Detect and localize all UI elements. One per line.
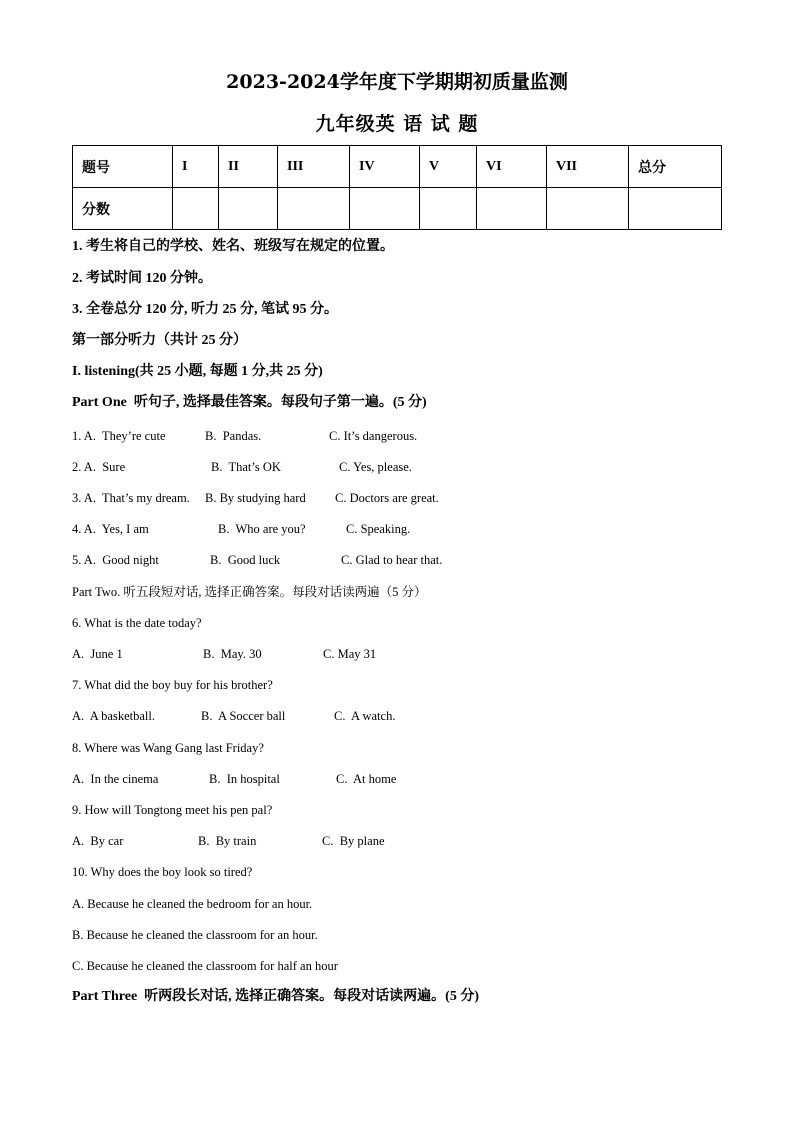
- option-c: C. May 31: [323, 647, 377, 661]
- section-heading: 第一部分听力（共计 25 分）: [72, 333, 247, 348]
- question-text: 9. How will Tongtong meet his pen pal?: [72, 803, 273, 817]
- score-table-cell: VI: [477, 146, 547, 188]
- option-c: C. A watch.: [334, 709, 396, 723]
- score-table-cell: 分数: [73, 188, 173, 230]
- score-blank-cell: [278, 188, 350, 230]
- score-blank-cell: [629, 188, 722, 230]
- score-blank-cell: [173, 188, 219, 230]
- score-table-cell: 题号: [73, 146, 173, 188]
- option-c: C. Because he cleaned the classroom for half an hour: [72, 959, 338, 973]
- score-blank-cell: [477, 188, 547, 230]
- option-b: B. May. 30: [203, 647, 262, 661]
- score-table-header-row: [73, 146, 722, 188]
- question-text: 10. Why does the boy look so tired?: [72, 865, 253, 879]
- score-table-cell: IV: [350, 146, 420, 188]
- option-b: B. Because he cleaned the classroom for an hour.: [72, 928, 318, 942]
- option-c: C. Yes, please.: [339, 460, 412, 474]
- option-b: B. Pandas.: [205, 429, 262, 443]
- option-c: C. It’s dangerous.: [329, 429, 418, 443]
- option-a: A. By car: [72, 834, 124, 848]
- note-line: 2. 考试时间 120 分钟。: [72, 271, 212, 286]
- option-b: B. A Soccer ball: [201, 709, 286, 723]
- part-two-heading: Part Two. 听五段短对话, 选择正确答案。每段对话读两遍（5 分）: [72, 585, 427, 599]
- exam-subtitle: 九年级英 语 试 题: [315, 113, 479, 135]
- option-a: A. In the cinema: [72, 772, 159, 786]
- note-line: 3. 全卷总分 120 分, 听力 25 分, 笔试 95 分。: [72, 302, 338, 317]
- option-b: B. In hospital: [209, 772, 280, 786]
- score-blank-cell: [219, 188, 278, 230]
- option-c: C. At home: [336, 772, 397, 786]
- question-text: 7. What did the boy buy for his brother?: [72, 678, 273, 692]
- part-three-heading: Part Three 听两段长对话, 选择正确答案。每段对话读两遍。(5 分): [72, 989, 480, 1004]
- option-a: 1. A. They’re cute: [72, 429, 166, 443]
- option-b: B. Who are you?: [218, 522, 306, 536]
- option-a: 4. A. Yes, I am: [72, 522, 149, 536]
- option-c: C. By plane: [322, 834, 385, 848]
- score-table-cell: VII: [547, 146, 629, 188]
- option-a: 5. A. Good night: [72, 553, 159, 567]
- question-text: 8. Where was Wang Gang last Friday?: [72, 741, 264, 755]
- exam-title: 2023-2024学年度下学期期初质量监测: [226, 71, 568, 93]
- option-b: B. Good luck: [210, 553, 281, 567]
- option-c: C. Doctors are great.: [335, 491, 439, 505]
- score-table-score-row: [73, 188, 722, 230]
- question-text: 6. What is the date today?: [72, 616, 202, 630]
- option-c: C. Speaking.: [346, 522, 411, 536]
- score-table-cell: V: [420, 146, 477, 188]
- option-a: A. A basketball.: [72, 709, 155, 723]
- score-table-cell: II: [219, 146, 278, 188]
- score-blank-cell: [350, 188, 420, 230]
- option-c: C. Glad to hear that.: [341, 553, 443, 567]
- score-blank-cell: [547, 188, 629, 230]
- score-table-cell: 总分: [629, 146, 722, 188]
- option-a: 3. A. That’s my dream.: [72, 491, 190, 505]
- option-b: B. That’s OK: [211, 460, 281, 474]
- option-b: B. By train: [198, 834, 257, 848]
- score-table-cell: I: [173, 146, 219, 188]
- option-a: 2. A. Sure: [72, 460, 126, 474]
- section-subheading: I. listening(共 25 小题, 每题 1 分,共 25 分): [72, 364, 323, 379]
- option-a: A. June 1: [72, 647, 123, 661]
- part-one-heading: Part One 听句子, 选择最佳答案。每段句子第一遍。(5 分): [72, 395, 427, 410]
- option-b: B. By studying hard: [205, 491, 306, 505]
- score-table-cell: III: [278, 146, 350, 188]
- option-a: A. Because he cleaned the bedroom for an hour.: [72, 897, 313, 911]
- note-line: 1. 考生将自己的学校、姓名、班级写在规定的位置。: [72, 239, 394, 254]
- score-blank-cell: [420, 188, 477, 230]
- score-table: [72, 145, 722, 230]
